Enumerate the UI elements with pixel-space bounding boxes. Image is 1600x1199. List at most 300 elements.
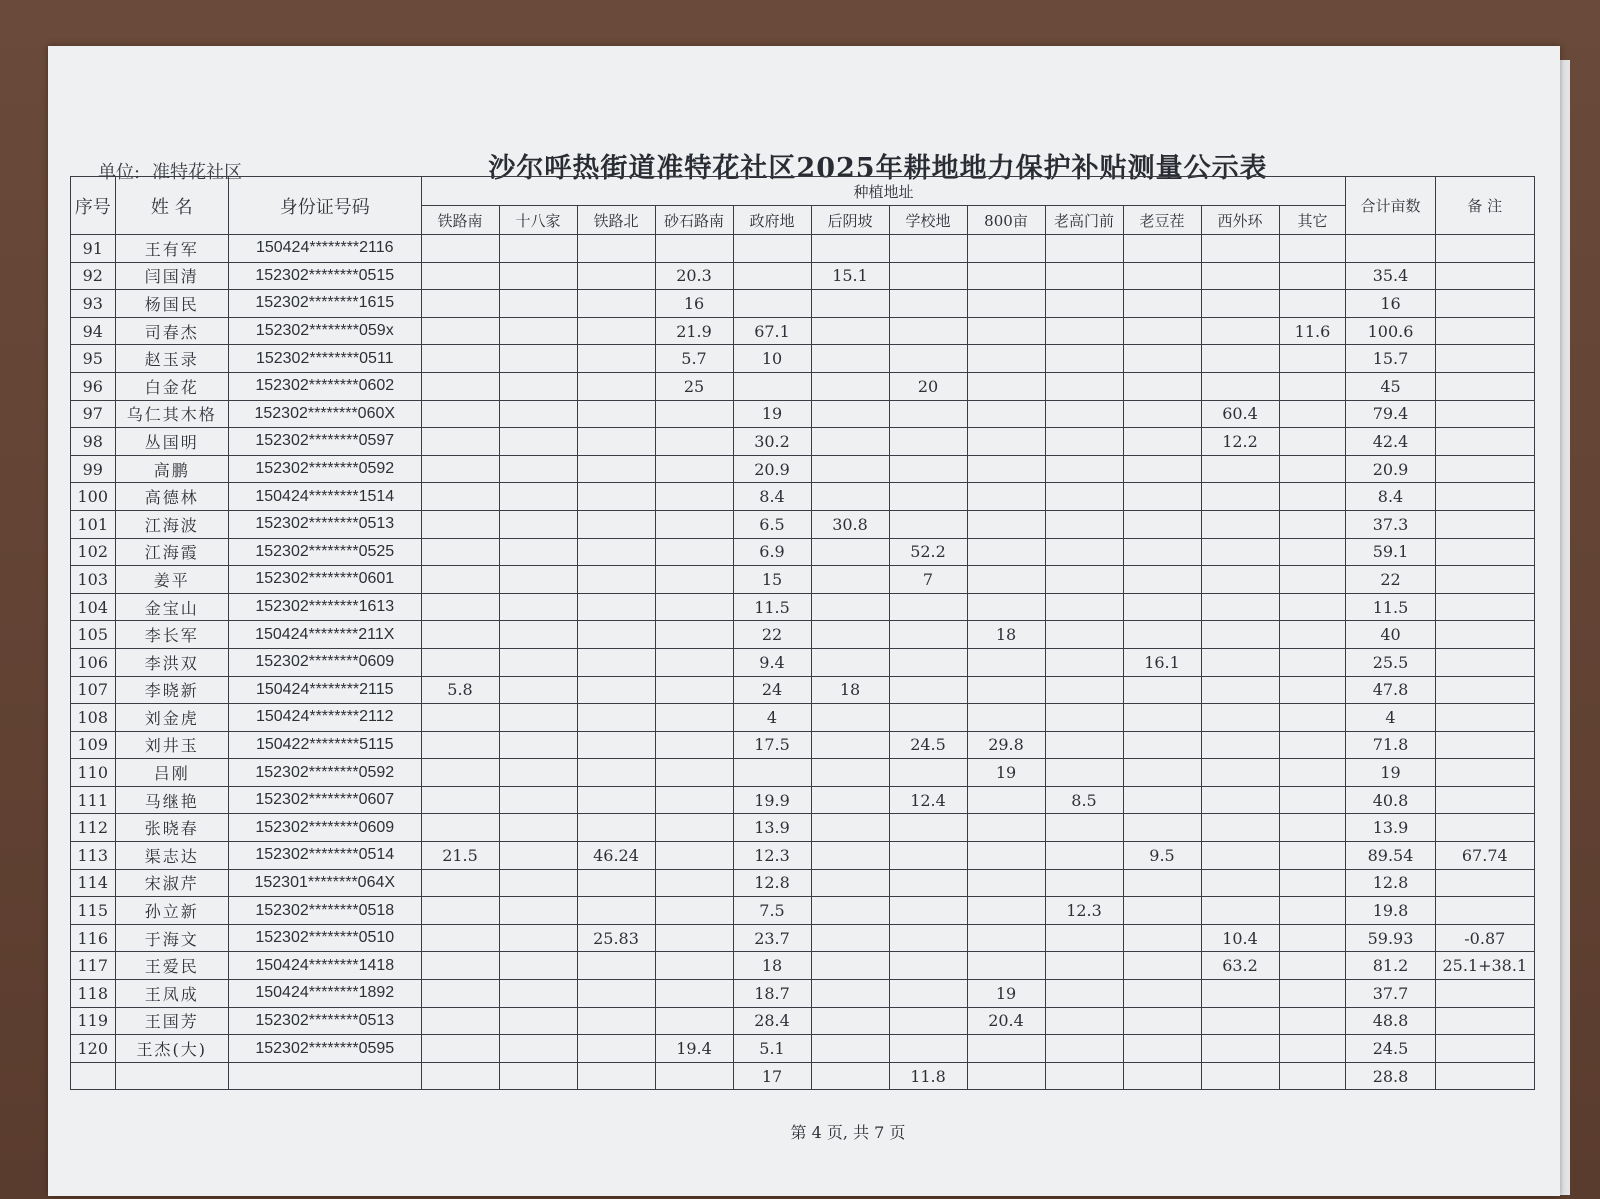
row-area-value: [889, 869, 967, 897]
row-area-value: [577, 428, 655, 456]
row-area-value: [577, 814, 655, 842]
row-name: 王爱民: [115, 952, 228, 980]
row-id-number: 152302********0592: [229, 759, 421, 787]
header-location: 政府地: [733, 206, 811, 235]
header-location: 老高门前: [1045, 206, 1123, 235]
row-area-value: [1279, 538, 1346, 566]
row-name: 司春杰: [115, 317, 228, 345]
row-area-value: [1123, 1035, 1201, 1063]
table-row: [71, 538, 1535, 566]
row-note: [1435, 1007, 1534, 1035]
row-area-value: [967, 1062, 1045, 1090]
row-total: 48.8: [1346, 1007, 1435, 1035]
row-area-value: 17.5: [733, 731, 811, 759]
row-area-value: [1279, 372, 1346, 400]
row-area-value: [421, 648, 499, 676]
row-area-value: [1279, 235, 1346, 263]
row-seq: 112: [71, 814, 116, 842]
row-area-value: [1279, 980, 1346, 1008]
row-total: 42.4: [1346, 428, 1435, 456]
row-id-number: [229, 1062, 421, 1090]
row-area-value: [499, 842, 577, 870]
row-area-value: [1045, 262, 1123, 290]
row-name: 白金花: [115, 372, 228, 400]
row-area-value: [967, 593, 1045, 621]
row-area-value: [421, 897, 499, 925]
row-note: [1435, 510, 1534, 538]
header-location: 铁路北: [577, 206, 655, 235]
header-location: 西外环: [1201, 206, 1279, 235]
row-area-value: [577, 290, 655, 318]
row-area-value: [967, 538, 1045, 566]
row-area-value: [889, 290, 967, 318]
header-location: 后阴坡: [811, 206, 889, 235]
row-area-value: [1045, 566, 1123, 594]
row-area-value: [733, 372, 811, 400]
row-area-value: 5.8: [421, 676, 499, 704]
row-area-value: [1123, 317, 1201, 345]
row-area-value: [499, 952, 577, 980]
row-area-value: 25.83: [577, 924, 655, 952]
row-area-value: [1045, 1007, 1123, 1035]
row-total: 20.9: [1346, 455, 1435, 483]
row-area-value: [421, 621, 499, 649]
row-area-value: [1045, 317, 1123, 345]
row-area-value: 5.1: [733, 1035, 811, 1063]
row-note: 67.74: [1435, 842, 1534, 870]
row-area-value: [499, 980, 577, 1008]
row-area-value: [1279, 593, 1346, 621]
row-name: 王有军: [115, 235, 228, 263]
row-total: 13.9: [1346, 814, 1435, 842]
row-id-number: 152302********0514: [229, 842, 421, 870]
row-seq: 98: [71, 428, 116, 456]
row-name: 江海霞: [115, 538, 228, 566]
row-area-value: [811, 814, 889, 842]
row-area-value: 12.3: [733, 842, 811, 870]
row-area-value: [655, 538, 733, 566]
table-row: [71, 290, 1535, 318]
table-row: [71, 345, 1535, 373]
row-seq: 105: [71, 621, 116, 649]
row-area-value: [421, 814, 499, 842]
row-area-value: [421, 235, 499, 263]
row-area-value: [421, 731, 499, 759]
row-area-value: [1045, 455, 1123, 483]
row-area-value: [1123, 759, 1201, 787]
row-area-value: [655, 814, 733, 842]
row-area-value: [967, 235, 1045, 263]
row-area-value: [811, 538, 889, 566]
row-area-value: [577, 510, 655, 538]
row-area-value: [499, 897, 577, 925]
row-area-value: [1045, 345, 1123, 373]
row-area-value: [1201, 1062, 1279, 1090]
row-total: 37.7: [1346, 980, 1435, 1008]
row-area-value: 18: [733, 952, 811, 980]
row-area-value: [577, 759, 655, 787]
row-total: 40: [1346, 621, 1435, 649]
row-area-value: [1279, 869, 1346, 897]
row-area-value: [421, 290, 499, 318]
row-area-value: [1123, 786, 1201, 814]
row-area-value: [655, 621, 733, 649]
row-name: 高德林: [115, 483, 228, 511]
row-area-value: 20.3: [655, 262, 733, 290]
row-area-value: [655, 842, 733, 870]
row-area-value: [1279, 759, 1346, 787]
row-total: 25.5: [1346, 648, 1435, 676]
row-area-value: [889, 428, 967, 456]
row-area-value: [577, 731, 655, 759]
table-row: [71, 869, 1535, 897]
row-name: 渠志达: [115, 842, 228, 870]
row-seq: 109: [71, 731, 116, 759]
row-id-number: 152301********064X: [229, 869, 421, 897]
row-area-value: [1123, 428, 1201, 456]
table-row: [71, 1062, 1535, 1090]
row-area-value: [967, 1035, 1045, 1063]
row-area-value: [1123, 1007, 1201, 1035]
row-area-value: [1279, 1007, 1346, 1035]
row-area-value: [1201, 235, 1279, 263]
row-area-value: 6.5: [733, 510, 811, 538]
row-id-number: 150424********2112: [229, 704, 421, 732]
row-note: [1435, 345, 1534, 373]
row-area-value: 18: [967, 621, 1045, 649]
row-area-value: [1279, 262, 1346, 290]
row-area-value: [889, 345, 967, 373]
row-area-value: [1123, 980, 1201, 1008]
row-area-value: [499, 483, 577, 511]
row-name: 王凤成: [115, 980, 228, 1008]
row-name: 孙立新: [115, 897, 228, 925]
row-seq: 96: [71, 372, 116, 400]
row-area-value: [1123, 593, 1201, 621]
row-area-value: [1201, 897, 1279, 925]
row-area-value: [889, 704, 967, 732]
row-area-value: 24: [733, 676, 811, 704]
row-area-value: [889, 483, 967, 511]
row-area-value: [889, 676, 967, 704]
row-area-value: [577, 621, 655, 649]
row-area-value: [421, 704, 499, 732]
row-area-value: [967, 648, 1045, 676]
row-name: 赵玉录: [115, 345, 228, 373]
row-area-value: 19.9: [733, 786, 811, 814]
row-area-value: 67.1: [733, 317, 811, 345]
row-area-value: [1201, 538, 1279, 566]
row-area-value: [1045, 428, 1123, 456]
row-area-value: 18.7: [733, 980, 811, 1008]
row-area-value: [811, 235, 889, 263]
row-area-value: [1123, 704, 1201, 732]
row-area-value: [499, 593, 577, 621]
row-area-value: [655, 510, 733, 538]
row-area-value: [889, 648, 967, 676]
row-name: 刘金虎: [115, 704, 228, 732]
row-area-value: [1045, 235, 1123, 263]
row-area-value: [1201, 759, 1279, 787]
row-area-value: [1123, 731, 1201, 759]
row-area-value: [1045, 372, 1123, 400]
row-area-value: [889, 400, 967, 428]
row-area-value: [811, 428, 889, 456]
row-area-value: [577, 235, 655, 263]
row-area-value: [889, 1035, 967, 1063]
row-area-value: [655, 924, 733, 952]
row-total: 45: [1346, 372, 1435, 400]
row-area-value: [967, 345, 1045, 373]
row-area-value: [655, 593, 733, 621]
row-area-value: [1279, 566, 1346, 594]
row-area-value: 9.4: [733, 648, 811, 676]
row-area-value: 8.5: [1045, 786, 1123, 814]
table-row: [71, 317, 1535, 345]
row-area-value: [499, 704, 577, 732]
row-area-value: [889, 924, 967, 952]
row-area-value: [1123, 1062, 1201, 1090]
row-area-value: [1123, 924, 1201, 952]
row-area-value: [811, 400, 889, 428]
header-location: 砂石路南: [655, 206, 733, 235]
row-area-value: [499, 262, 577, 290]
row-total: 89.54: [1346, 842, 1435, 870]
row-name: 吕刚: [115, 759, 228, 787]
row-note: [1435, 483, 1534, 511]
row-area-value: [811, 648, 889, 676]
row-note: [1435, 455, 1534, 483]
row-area-value: [1201, 1035, 1279, 1063]
header-location: 老豆茬: [1123, 206, 1201, 235]
row-note: [1435, 1035, 1534, 1063]
row-area-value: [1201, 731, 1279, 759]
row-area-value: [1201, 317, 1279, 345]
row-area-value: 21.9: [655, 317, 733, 345]
row-area-value: [1279, 842, 1346, 870]
row-name: 刘井玉: [115, 731, 228, 759]
row-seq: 110: [71, 759, 116, 787]
unit-value: 准特花社区: [152, 162, 243, 183]
row-area-value: [811, 621, 889, 649]
row-area-value: [1201, 704, 1279, 732]
row-area-value: [655, 731, 733, 759]
row-total: 100.6: [1346, 317, 1435, 345]
row-area-value: [499, 924, 577, 952]
row-area-value: [577, 345, 655, 373]
row-area-value: [655, 676, 733, 704]
row-note: [1435, 593, 1534, 621]
row-area-value: [421, 345, 499, 373]
row-area-value: [967, 897, 1045, 925]
row-id-number: 150424********2116: [229, 235, 421, 263]
row-note: [1435, 648, 1534, 676]
table-row: [71, 814, 1535, 842]
row-area-value: [967, 455, 1045, 483]
row-area-value: [577, 593, 655, 621]
row-total: [1346, 235, 1435, 263]
row-area-value: [811, 290, 889, 318]
row-id-number: 152302********0601: [229, 566, 421, 594]
row-area-value: [811, 731, 889, 759]
row-name: 姜平: [115, 566, 228, 594]
row-seq: 116: [71, 924, 116, 952]
row-area-value: [421, 538, 499, 566]
row-id-number: 152302********1615: [229, 290, 421, 318]
header-location: 800亩: [967, 206, 1045, 235]
row-name: 李洪双: [115, 648, 228, 676]
row-area-value: [499, 317, 577, 345]
row-note: [1435, 1062, 1534, 1090]
row-area-value: [655, 566, 733, 594]
row-note: [1435, 980, 1534, 1008]
row-area-value: 29.8: [967, 731, 1045, 759]
row-area-value: [421, 759, 499, 787]
row-area-value: [421, 428, 499, 456]
row-area-value: [811, 372, 889, 400]
row-area-value: [421, 980, 499, 1008]
row-area-value: [421, 455, 499, 483]
subsidy-table: [70, 176, 1535, 1090]
row-area-value: [1201, 842, 1279, 870]
row-area-value: 12.3: [1045, 897, 1123, 925]
row-area-value: [889, 1007, 967, 1035]
row-area-value: [577, 676, 655, 704]
row-area-value: [577, 952, 655, 980]
row-seq: 108: [71, 704, 116, 732]
row-area-value: [499, 235, 577, 263]
unit-label: 单位:: [98, 162, 141, 183]
row-note: [1435, 704, 1534, 732]
row-area-value: [1045, 621, 1123, 649]
row-id-number: 152302********0513: [229, 1007, 421, 1035]
row-area-value: [733, 235, 811, 263]
header-id: 身份证号码: [229, 177, 421, 235]
row-area-value: [967, 428, 1045, 456]
row-area-value: [421, 593, 499, 621]
row-note: [1435, 814, 1534, 842]
row-area-value: [1045, 483, 1123, 511]
row-area-value: [1123, 676, 1201, 704]
row-name: 江海波: [115, 510, 228, 538]
table-row: [71, 262, 1535, 290]
header-location: 其它: [1279, 206, 1346, 235]
row-seq: 120: [71, 1035, 116, 1063]
row-area-value: [967, 786, 1045, 814]
row-area-value: [577, 262, 655, 290]
row-area-value: 19: [967, 980, 1045, 1008]
row-area-value: [1045, 731, 1123, 759]
table-row: [71, 483, 1535, 511]
row-total: 47.8: [1346, 676, 1435, 704]
row-area-value: 11.8: [889, 1062, 967, 1090]
row-area-value: [1123, 400, 1201, 428]
row-note: [1435, 400, 1534, 428]
row-area-value: [1201, 262, 1279, 290]
row-area-value: [1045, 704, 1123, 732]
row-seq: 113: [71, 842, 116, 870]
row-area-value: [1123, 566, 1201, 594]
row-note: [1435, 428, 1534, 456]
row-area-value: [499, 731, 577, 759]
row-id-number: 152302********0609: [229, 648, 421, 676]
row-area-value: [421, 869, 499, 897]
table-row: [71, 235, 1535, 263]
row-area-value: [1279, 290, 1346, 318]
row-area-value: [1045, 924, 1123, 952]
row-seq: 103: [71, 566, 116, 594]
row-total: 8.4: [1346, 483, 1435, 511]
row-id-number: 150422********5115: [229, 731, 421, 759]
table-row: [71, 676, 1535, 704]
row-name: [115, 1062, 228, 1090]
row-area-value: [655, 235, 733, 263]
row-total: 40.8: [1346, 786, 1435, 814]
row-id-number: 152302********0609: [229, 814, 421, 842]
row-id-number: 152302********0518: [229, 897, 421, 925]
table-row: [71, 455, 1535, 483]
row-area-value: [1045, 538, 1123, 566]
table-row: [71, 648, 1535, 676]
row-area-value: [1201, 593, 1279, 621]
row-total: 71.8: [1346, 731, 1435, 759]
row-area-value: [421, 566, 499, 594]
page-footer: 第 4 页, 共 7 页: [790, 1123, 906, 1142]
row-area-value: [889, 759, 967, 787]
row-area-value: [577, 538, 655, 566]
row-area-value: [811, 952, 889, 980]
row-area-value: [967, 814, 1045, 842]
row-total: 28.8: [1346, 1062, 1435, 1090]
table-row: [71, 1035, 1535, 1063]
row-area-value: 15: [733, 566, 811, 594]
row-area-value: [1279, 621, 1346, 649]
row-area-value: [1201, 455, 1279, 483]
row-id-number: 152302********059x: [229, 317, 421, 345]
row-note: [1435, 566, 1534, 594]
row-area-value: 24.5: [889, 731, 967, 759]
row-area-value: [889, 510, 967, 538]
row-area-value: [421, 372, 499, 400]
row-area-value: [1279, 428, 1346, 456]
row-area-value: [1279, 786, 1346, 814]
row-area-value: [577, 400, 655, 428]
row-area-value: [499, 538, 577, 566]
row-area-value: [577, 372, 655, 400]
row-name: 李晓新: [115, 676, 228, 704]
row-total: 12.8: [1346, 869, 1435, 897]
row-area-value: 7: [889, 566, 967, 594]
row-area-value: [1201, 786, 1279, 814]
row-id-number: 152302********0607: [229, 786, 421, 814]
row-area-value: [811, 317, 889, 345]
row-note: [1435, 897, 1534, 925]
row-area-value: [967, 290, 1045, 318]
row-id-number: 150424********1418: [229, 952, 421, 980]
header-note: 备 注: [1435, 177, 1534, 235]
row-area-value: [811, 897, 889, 925]
row-area-value: 15.1: [811, 262, 889, 290]
row-area-value: [655, 400, 733, 428]
row-area-value: [811, 786, 889, 814]
row-area-value: [811, 455, 889, 483]
row-area-value: [811, 704, 889, 732]
row-area-value: 8.4: [733, 483, 811, 511]
row-note: [1435, 290, 1534, 318]
row-area-value: [421, 1035, 499, 1063]
row-area-value: [1123, 952, 1201, 980]
row-note: 25.1+38.1: [1435, 952, 1534, 980]
